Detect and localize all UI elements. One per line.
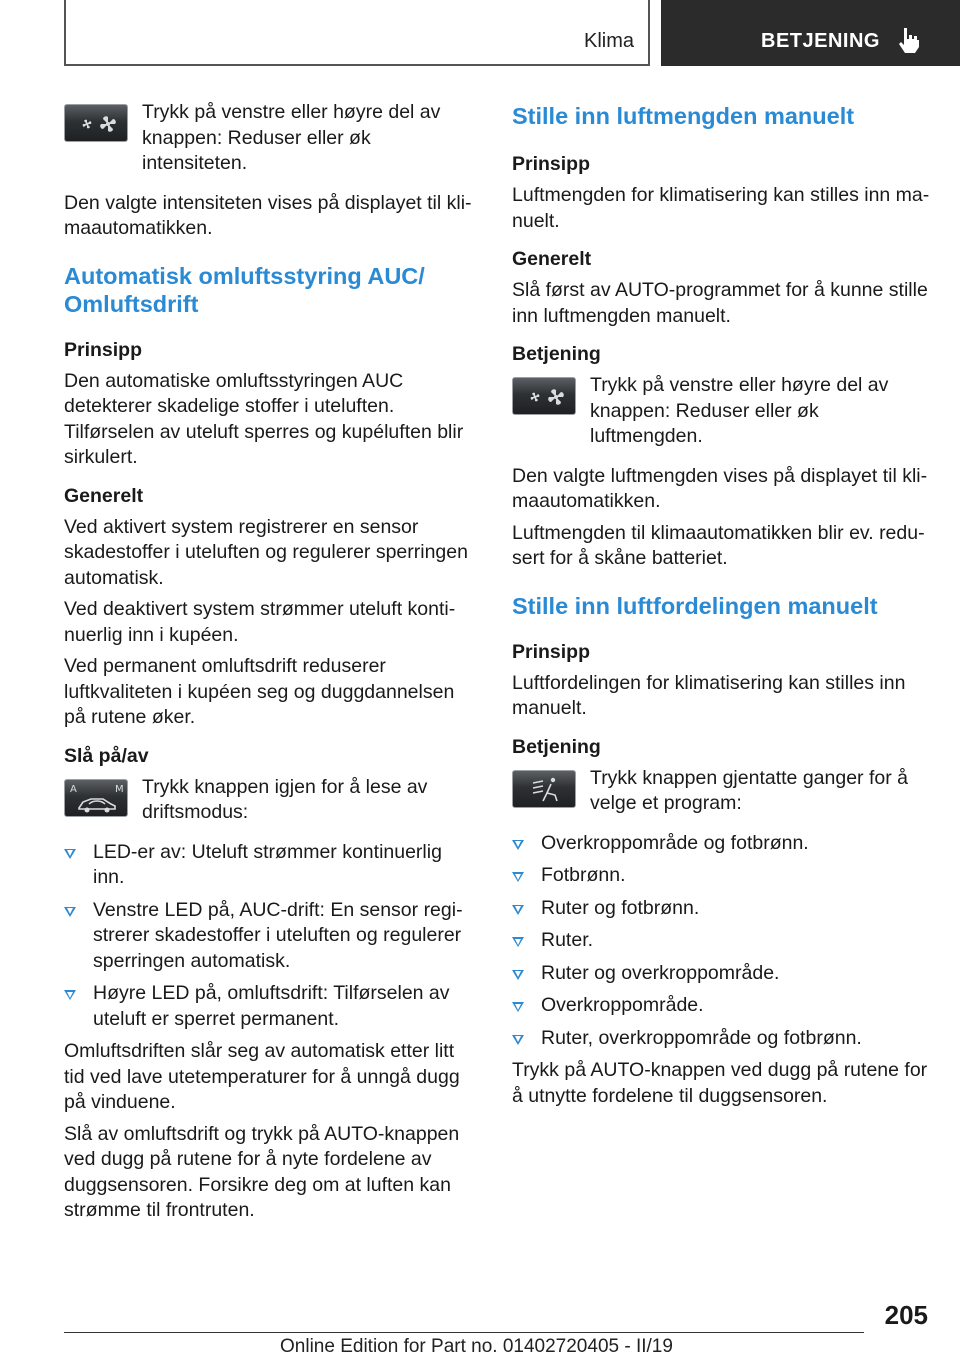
onoff-label: Slå på/av xyxy=(64,744,149,767)
list-item xyxy=(512,993,932,1019)
intensity-display-text: Den valgte intensiteten vises på displayet til klimaautomatikken. xyxy=(64,191,472,239)
mode-item-text: Venstre LED på, AUC-drift: En sensor registrerer skadestoffer i uteluften og regulerer sperringen automatisk. xyxy=(93,898,463,972)
auc-principle-text: Den automatiske omluftsstyringen AUC detekterer skadelige stoffer i uteluften. Tilførselen av uteluft sperres og kupéluften blir sirkulert. xyxy=(64,369,464,468)
bullet-triangle-icon xyxy=(512,905,524,915)
program-item-text: Ruter og fotbrønn. xyxy=(541,896,700,919)
airflow-button-text: Trykk på venstre eller høyre del av knappen: Reduser eller øk luftmengden. xyxy=(590,374,889,447)
list-item xyxy=(512,831,932,857)
bullet-triangle-icon xyxy=(64,990,76,1000)
fan-icon xyxy=(513,378,576,415)
air-distribution-icon xyxy=(513,771,576,808)
list-item xyxy=(512,1026,932,1052)
header-section-box xyxy=(64,0,650,66)
airflow-heading: Stille inn luftmengden manuelt xyxy=(512,103,855,129)
distribution-heading: Stille inn luftfordelingen manuelt xyxy=(512,592,878,619)
mode-list xyxy=(64,840,478,1033)
fan-icon xyxy=(65,105,128,142)
page-number: 205 xyxy=(884,1300,928,1330)
list-item xyxy=(512,961,932,987)
bullet-triangle-icon xyxy=(64,849,76,859)
mode-item-text: Høyre LED på, omluftsdrift: Tilførselen av uteluft er sperret permanent. xyxy=(93,982,450,1030)
list-item xyxy=(64,981,478,1032)
list-item xyxy=(64,898,478,975)
program-item-text: Ruter og overkroppområde. xyxy=(541,961,780,984)
auc-general-text-1: Ved aktivert system registrerer en sensor skadestoffer i uteluften og regulerer sperringen automatisk. xyxy=(64,515,468,589)
distribution-button-image xyxy=(512,770,576,808)
footer-edition: Online Edition for Part no. 01402720405 - II/19 xyxy=(280,1336,673,1357)
bullet-triangle-icon xyxy=(512,1035,524,1045)
mode-item-text: LED-er av: Uteluft strømmer kontinuerlig inn. xyxy=(93,840,442,888)
list-item xyxy=(512,863,932,889)
distribution-principle-text: Luftfordelingen for klimatisering kan stilles inn manuelt. xyxy=(512,671,906,719)
footer-divider xyxy=(64,1332,864,1333)
bullet-triangle-icon xyxy=(512,937,524,947)
header-section-title: Klima xyxy=(583,30,634,52)
intensity-button-row xyxy=(64,100,478,177)
fan-button-image xyxy=(512,377,576,415)
list-item xyxy=(512,896,932,922)
program-item-text: Ruter. xyxy=(541,929,594,951)
bullet-triangle-icon xyxy=(64,907,76,917)
bullet-triangle-icon xyxy=(512,970,524,980)
fog-text: Slå av omluftsdrift og trykk på AUTO-knappen ved dugg på rutene for å nyte fordelene av duggsensoren. Forsikre deg om at luften kan strømme til frontruten. xyxy=(64,1122,460,1221)
list-item xyxy=(64,840,478,891)
program-item-text: Overkroppområde. xyxy=(541,994,704,1016)
auc-general-label: Generelt xyxy=(64,484,144,507)
airflow-principle-text: Luftmengden for klimatisering kan stilles inn manuelt. xyxy=(512,184,930,232)
bullet-triangle-icon xyxy=(512,1002,524,1012)
onoff-button-text: Trykk knappen igjen for å lese av driftsmodus: xyxy=(142,775,428,823)
right-column xyxy=(512,100,932,1122)
fan-button-image xyxy=(64,104,128,142)
onoff-button-row xyxy=(64,775,478,826)
auc-principle-label: Prinsipp xyxy=(64,338,143,361)
bullet-triangle-icon xyxy=(512,840,524,850)
closing-text: Trykk på AUTO-knappen ved dugg på rutene for å utnytte fordelene til duggsensoren. xyxy=(512,1059,928,1107)
header-chapter-title: BETJENING xyxy=(761,30,880,52)
program-item-text: Overkroppområde og fotbrønn. xyxy=(541,831,809,854)
pointing-hand-icon xyxy=(896,26,922,54)
airflow-display-text: Den valgte luftmengden vises på displayet til klimaautomatikken. xyxy=(512,464,928,512)
airflow-operation-label: Betjening xyxy=(512,343,601,365)
auto-off-text: Omluftsdriften slår seg av automatisk etter litt tid ved lave utetemperaturer for å unngå dugg på vinduene. xyxy=(64,1040,460,1113)
svg-text:A: A xyxy=(70,783,77,795)
program-list xyxy=(512,831,932,1052)
distribution-button-row xyxy=(512,766,932,817)
auc-general-text-3: Ved permanent omluftsdrift reduserer luftkvaliteten i kupéen seg og duggdannelsen på rutene øker. xyxy=(64,655,455,728)
airflow-button-row xyxy=(512,373,932,450)
distribution-button-text: Trykk knappen gjentatte ganger for å velge et program: xyxy=(590,766,908,814)
distribution-principle-label: Prinsipp xyxy=(512,640,591,663)
airflow-battery-text: Luftmengden til klimaautomatikken blir ev. redusert for å skåne batteriet. xyxy=(512,521,925,569)
airflow-general-label: Generelt xyxy=(512,248,592,270)
intensity-button-text: Trykk på venstre eller høyre del av knappen: Reduser eller øk intensiteten. xyxy=(142,101,441,174)
auc-general-text-2: Ved deaktivert system strømmer uteluft kontinuerlig inn i kupéen. xyxy=(64,598,456,646)
recirculation-button-image xyxy=(64,779,128,817)
auc-heading: Automatisk omluftsstyring AUC/ Omluftsdrift xyxy=(64,262,425,317)
bullet-triangle-icon xyxy=(512,872,524,882)
program-item-text: Fotbrønn. xyxy=(541,864,626,886)
header-chapter-box xyxy=(661,0,960,66)
list-item xyxy=(512,928,932,954)
airflow-general-text: Slå først av AUTO-programmet for å kunne stille inn luftmengden manuelt. xyxy=(512,279,928,327)
program-item-text: Ruter, overkroppområde og fotbrønn. xyxy=(541,1026,862,1049)
left-column xyxy=(64,100,478,1237)
svg-text:M: M xyxy=(115,783,124,795)
distribution-operation-label: Betjening xyxy=(512,735,601,758)
airflow-principle-label: Prinsipp xyxy=(512,153,591,175)
recirculation-car-icon xyxy=(65,780,128,817)
